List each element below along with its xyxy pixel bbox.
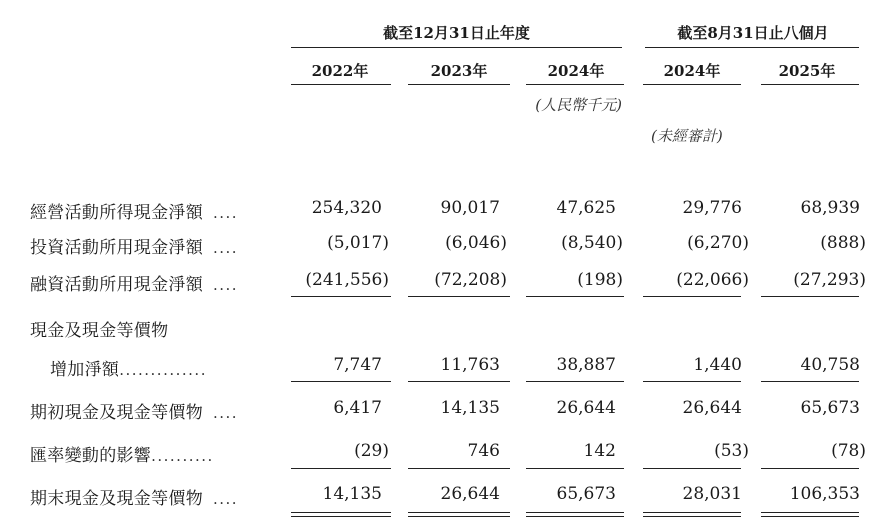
- cell-closing-2025-8m: 106,353: [789, 484, 860, 504]
- cell-fx-2024: 142: [583, 441, 616, 461]
- cell-net-increase-2024-8m: 1,440: [693, 355, 742, 375]
- row-label-investing: 投資活動所用現金淨額 ....: [30, 238, 239, 258]
- col-underline-2022: [291, 84, 391, 85]
- col-underline-2023: [408, 84, 510, 85]
- cell-opening-2024: 26,644: [556, 398, 616, 418]
- subtotal-rule: [408, 468, 510, 469]
- dot-leader: ....: [213, 239, 239, 257]
- total-double-rule: [761, 512, 859, 517]
- group-underline-year-ended: [291, 47, 622, 48]
- cell-operating-2024-8m: 29,776: [682, 198, 742, 218]
- col-underline-2024: [526, 84, 624, 85]
- total-double-rule: [643, 512, 741, 517]
- cell-opening-2024-8m: 26,644: [682, 398, 742, 418]
- row-label-opening-cash: 期初現金及現金等價物 ....: [30, 403, 239, 423]
- total-double-rule: [526, 512, 624, 517]
- cell-investing-2024-8m: (6,270): [687, 233, 749, 253]
- subtotal-rule: [643, 381, 741, 382]
- cell-fx-2025-8m: (78): [831, 441, 866, 461]
- col-header-2022: 2022年: [311, 62, 369, 80]
- cell-investing-2022: (5,017): [327, 233, 389, 253]
- subtotal-rule: [761, 381, 859, 382]
- row-label-cash-equivalents: 現金及現金等價物: [30, 321, 169, 341]
- dot-leader: ....: [213, 204, 239, 222]
- cell-net-increase-2022: 7,747: [333, 355, 382, 375]
- cell-investing-2024: (8,540): [561, 233, 623, 253]
- dot-leader: ....: [213, 490, 239, 508]
- cell-opening-2025-8m: 65,673: [800, 398, 860, 418]
- cell-closing-2024: 65,673: [556, 484, 616, 504]
- col-underline-2024-8m: [643, 84, 741, 85]
- cell-closing-2023: 26,644: [440, 484, 500, 504]
- cell-financing-2024: (198): [577, 270, 623, 290]
- cell-financing-2024-8m: (22,066): [676, 270, 749, 290]
- cell-operating-2022: 254,320: [311, 198, 382, 218]
- row-label-closing-cash: 期末現金及現金等價物 ....: [30, 489, 239, 509]
- unaudited-note: (未經審計): [651, 127, 723, 145]
- row-label-financing: 融資活動所用現金淨額 ....: [30, 275, 239, 295]
- dot-leader: ..........: [151, 447, 214, 465]
- col-underline-2025-8m: [761, 84, 859, 85]
- total-double-rule: [291, 512, 391, 517]
- subtotal-rule: [643, 296, 741, 297]
- col-header-2023: 2023年: [430, 62, 488, 80]
- cell-investing-2025-8m: (888): [820, 233, 866, 253]
- group-header-year-ended: 截至12月31日止年度: [383, 24, 530, 42]
- group-header-eight-months: 截至8月31日止八個月: [677, 24, 829, 42]
- cell-opening-2022: 6,417: [333, 398, 382, 418]
- subtotal-rule: [291, 468, 391, 469]
- col-header-2025-8m: 2025年: [778, 62, 836, 80]
- row-label-fx-effect: 匯率變動的影響..........: [30, 446, 214, 466]
- cell-net-increase-2023: 11,763: [440, 355, 500, 375]
- subtotal-rule: [761, 468, 859, 469]
- subtotal-rule: [526, 381, 624, 382]
- cell-fx-2022: (29): [354, 441, 389, 461]
- subtotal-rule: [408, 381, 510, 382]
- subtotal-rule: [408, 296, 510, 297]
- cell-fx-2023: 746: [467, 441, 500, 461]
- dot-leader: ..............: [119, 361, 207, 379]
- cell-opening-2023: 14,135: [440, 398, 500, 418]
- cell-closing-2024-8m: 28,031: [682, 484, 742, 504]
- cell-financing-2023: (72,208): [434, 270, 507, 290]
- dot-leader: ....: [213, 404, 239, 422]
- cell-financing-2025-8m: (27,293): [793, 270, 866, 290]
- subtotal-rule: [291, 296, 391, 297]
- total-double-rule: [408, 512, 510, 517]
- cell-net-increase-2025-8m: 40,758: [800, 355, 860, 375]
- dot-leader: ....: [213, 276, 239, 294]
- cell-operating-2024: 47,625: [556, 198, 616, 218]
- cell-investing-2023: (6,046): [445, 233, 507, 253]
- subtotal-rule: [643, 468, 741, 469]
- subtotal-rule: [526, 296, 624, 297]
- cell-operating-2023: 90,017: [440, 198, 500, 218]
- cell-operating-2025-8m: 68,939: [800, 198, 860, 218]
- group-underline-eight-months: [645, 47, 859, 48]
- subtotal-rule: [761, 296, 859, 297]
- cell-financing-2022: (241,556): [305, 270, 389, 290]
- subtotal-rule: [291, 381, 391, 382]
- row-label-net-increase: 增加淨額..............: [50, 360, 207, 380]
- cell-net-increase-2024: 38,887: [556, 355, 616, 375]
- col-header-2024: 2024年: [547, 62, 605, 80]
- subtotal-rule: [526, 468, 624, 469]
- currency-note: (人民幣千元): [535, 96, 622, 114]
- col-header-2024-8m: 2024年: [663, 62, 721, 80]
- row-label-operating: 經營活動所得現金淨額 ....: [30, 203, 239, 223]
- cell-closing-2022: 14,135: [322, 484, 382, 504]
- cell-fx-2024-8m: (53): [714, 441, 749, 461]
